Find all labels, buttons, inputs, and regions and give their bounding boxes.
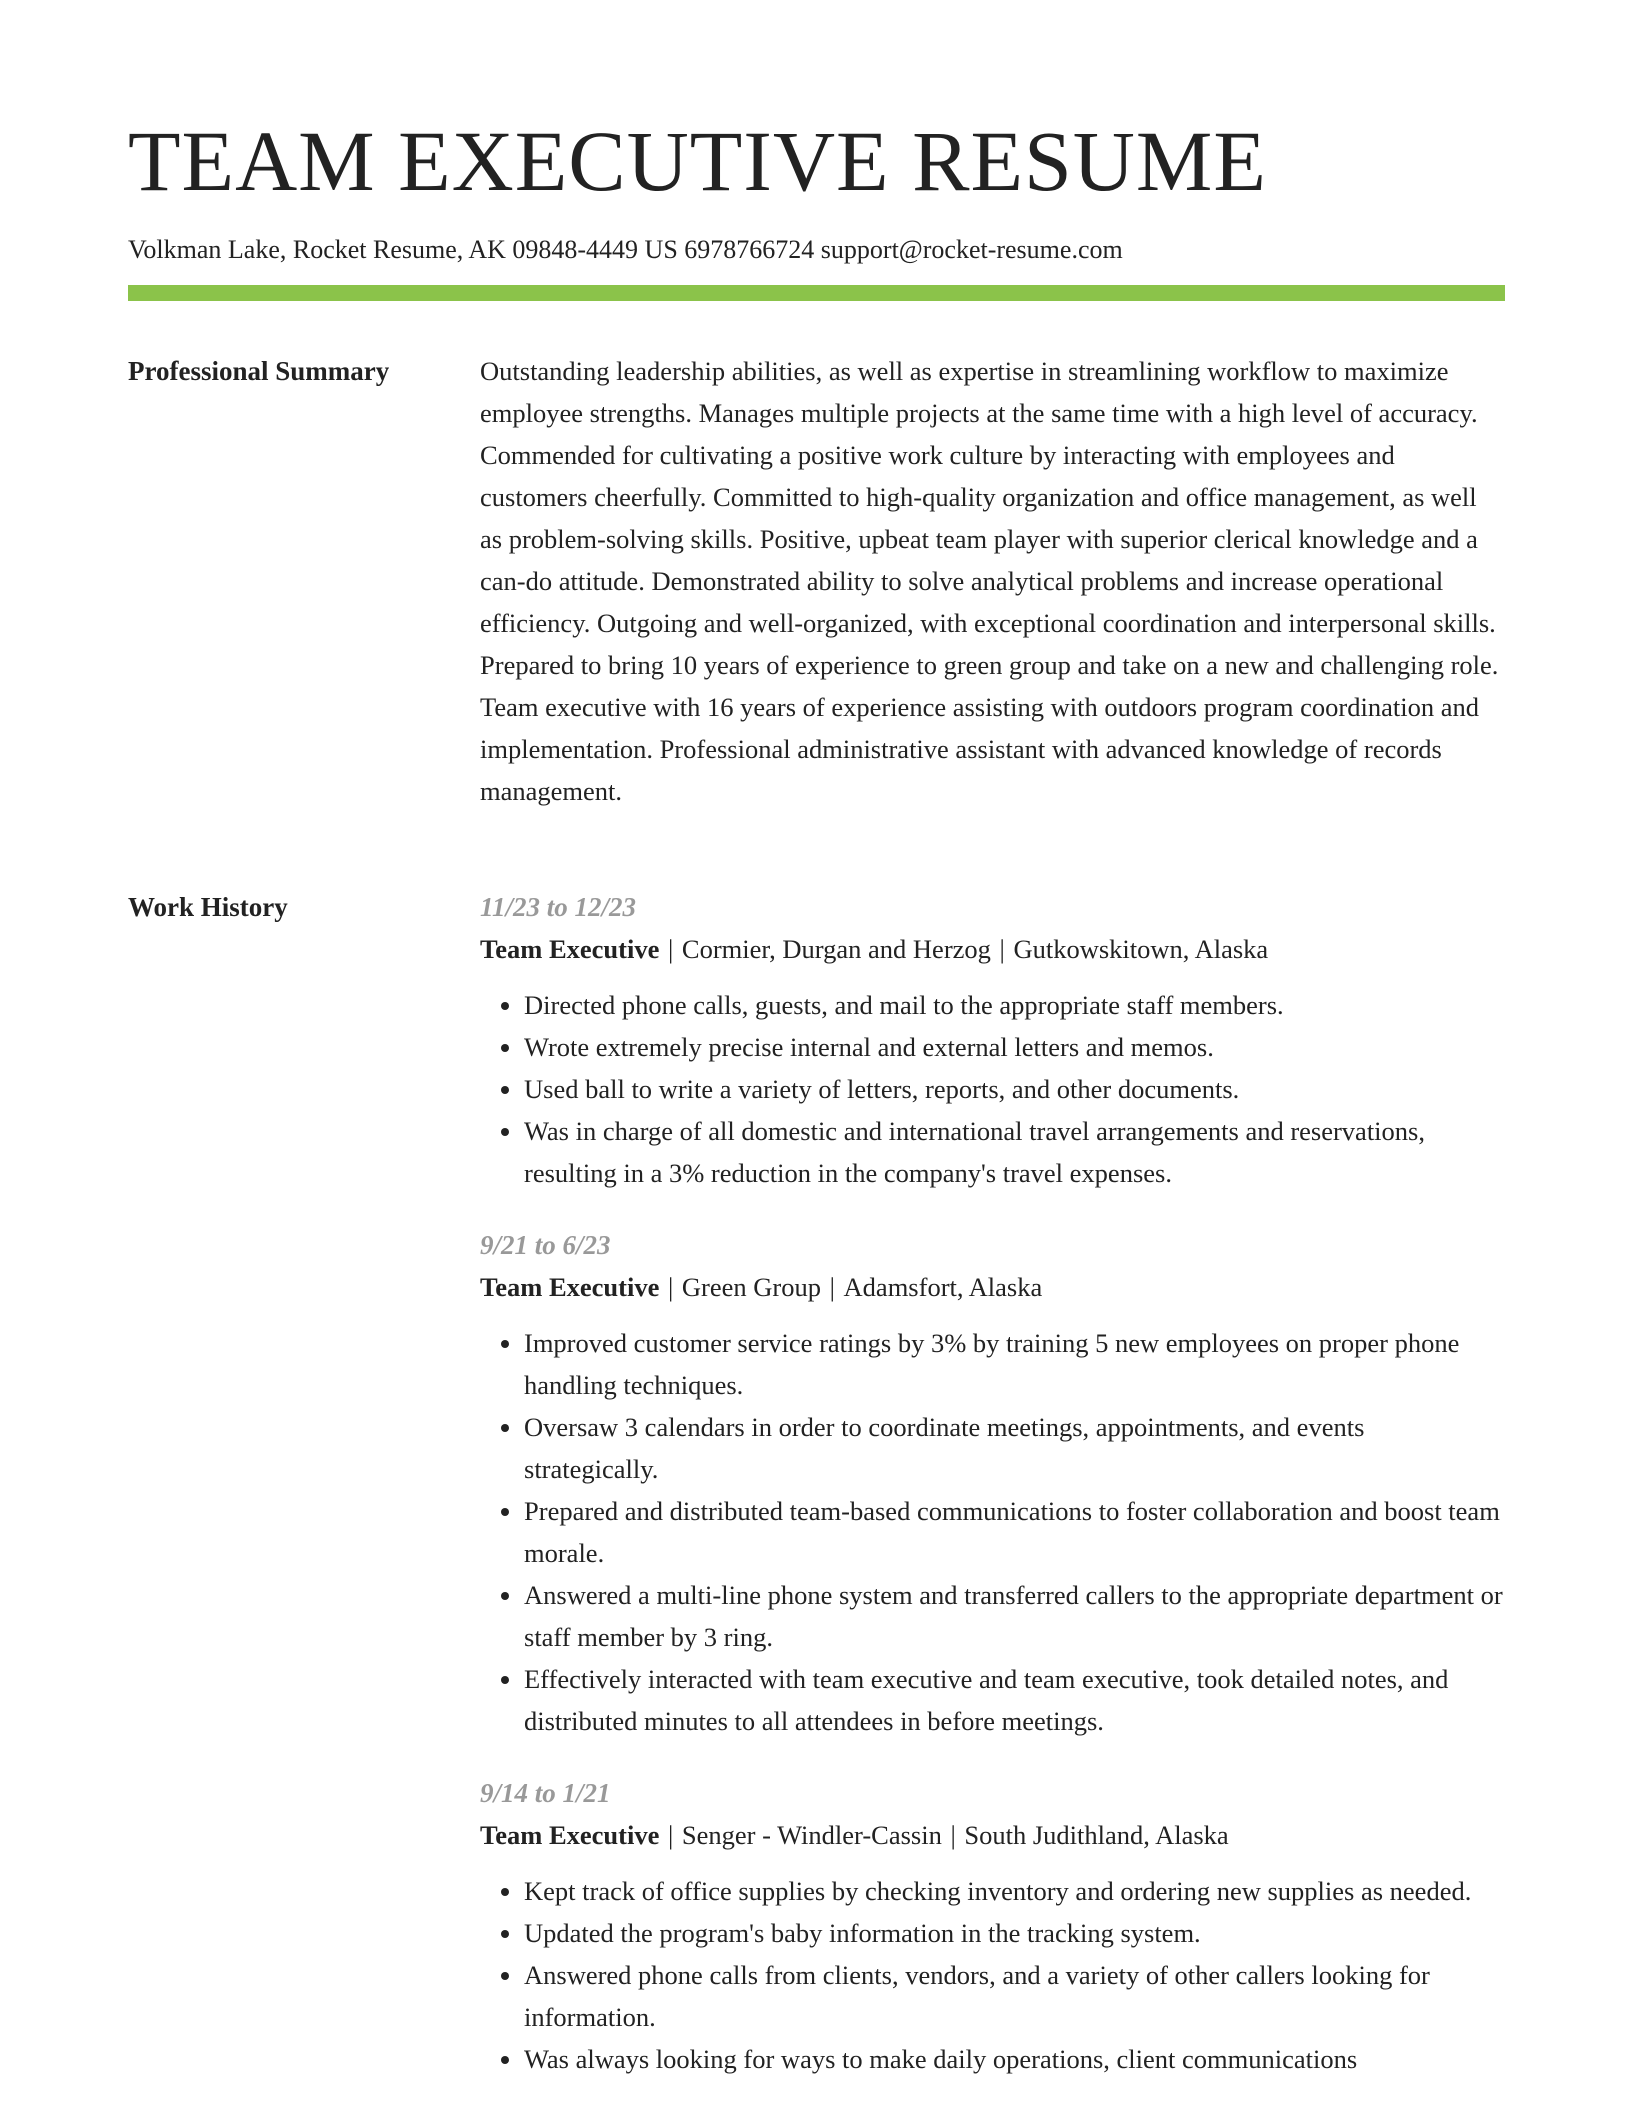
resume-title: TEAM EXECUTIVE RESUME [128,113,1267,209]
summary-text: Outstanding leadership abilities, as well as expertise in streamlining workflow to maximize employee strengths. Manages multiple projects at the same time with a high level of accuracy. Commended for cultivating a positive work culture by interacting with employees and customers cheerfully. Committed to high-quality organization and office management, as well as problem-solving skills. Positive, upbeat team player with superior clerical knowledge and a can-do attitude. Demonstrated ability to solve analytical problems and increase operational efficiency. Outgoing and well-organized, with exceptional coordination and interpersonal skills. Prepared to bring 10 years of experience to green group and take on a new and challenging role. Team executive with 16 years of experience assisting with outdoors program coordination and implementation. Professional administrative assistant with advanced knowledge of records management. [480,356,1499,806]
separator: | [992,934,1012,964]
job-dates: 9/14 to 1/21 [480,1778,611,1808]
job-entry [480,1772,1505,2080]
job-company: Senger - Windler-Cassin [681,1820,942,1850]
job-bullet: • Was in charge of all domestic and international travel arrangements and reservations, resulting in a 3% reduction in the company's travel expenses. [524,1110,1505,1194]
job-entry [480,886,1505,1194]
job-bullet: • Answered a multi-line phone system and transferred callers to the appropriate department or staff member by 3 ring. [524,1574,1505,1658]
job-bullets [480,1870,1505,2080]
job-title: Team Executive [480,1272,660,1302]
job-bullet: • Was always looking for ways to make daily operations, client communications [524,2038,1505,2080]
job-bullets [480,1322,1505,1742]
separator: | [661,1272,680,1302]
job-title: Team Executive [480,1820,660,1850]
section-label: Professional Summary [128,356,390,386]
job-location: Gutkowskitown, Alaska [1013,934,1269,964]
job-bullet: • Directed phone calls, guests, and mail to the appropriate staff members. [524,984,1505,1026]
job-heading [480,928,1505,970]
section-label: Work History [128,892,288,922]
job-company: Cormier, Durgan and Herzog [681,934,991,964]
job-dates: 9/21 to 6/23 [480,1230,611,1260]
job-bullet: • Oversaw 3 calendars in order to coordinate meetings, appointments, and events strategically. [524,1406,1505,1490]
separator: | [661,1820,680,1850]
accent-divider [128,285,1505,301]
job-bullet: • Improved customer service ratings by 3% by training 5 new employees on proper phone handling techniques. [524,1322,1505,1406]
job-location: South Judithland, Alaska [964,1820,1229,1850]
job-heading [480,1814,1505,1856]
job-bullet: • Used ball to write a variety of letters, reports, and other documents. [524,1068,1505,1110]
job-company: Green Group [681,1272,821,1302]
job-bullet: • Effectively interacted with team executive and team executive, took detailed notes, and distributed minutes to all attendees in before meetings. [524,1658,1505,1742]
separator: | [822,1272,842,1302]
job-bullets [480,984,1505,1194]
job-dates: 11/23 to 12/23 [480,892,637,922]
job-bullet: • Wrote extremely precise internal and external letters and memos. [524,1026,1505,1068]
job-location: Adamsfort, Alaska [843,1272,1043,1302]
section-body [480,350,1505,812]
job-bullet: • Answered phone calls from clients, vendors, and a variety of other callers looking for information. [524,1954,1505,2038]
section-body [480,886,1505,2110]
separator: | [661,934,680,964]
job-bullet: • Kept track of office supplies by checking inventory and ordering new supplies as needed. [524,1870,1505,1912]
contact-line: Volkman Lake, Rocket Resume, AK 09848-4449 US 6978766724 support@rocket-resume.com [128,235,1123,264]
job-heading [480,1266,1505,1308]
separator: | [943,1820,963,1850]
job-title: Team Executive [480,934,660,964]
job-bullet: • Updated the program's baby information in the tracking system. [524,1912,1505,1954]
job-bullet: • Prepared and distributed team-based communications to foster collaboration and boost team morale. [524,1490,1505,1574]
job-entry [480,1224,1505,1742]
